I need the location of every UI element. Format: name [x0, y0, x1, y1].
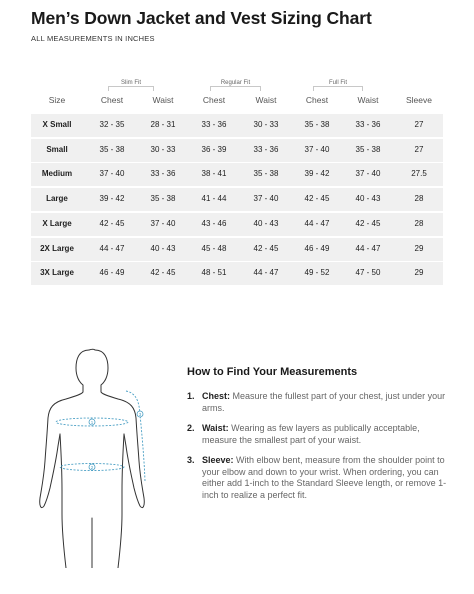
step-number: 1.: [187, 391, 195, 401]
page-title: Men’s Down Jacket and Vest Sizing Chart: [31, 8, 372, 28]
measurement-units-note: ALL MEASUREMENTS IN INCHES: [31, 34, 155, 43]
cell-slim-waist: 37 - 40: [150, 218, 176, 228]
column-header-slim-waist: Waist: [152, 95, 174, 105]
cell-full-chest: 49 - 52: [304, 268, 330, 278]
table-row: [31, 139, 443, 162]
fit-group-regular: [210, 80, 261, 92]
table-row: [31, 238, 443, 261]
step-text: With elbow bent, measure from the shoulder point to your elbow and down to your wrist. When ordering, you can either add 1-inch to the Standard Sleeve length, or remove 1-inch to realize a perfect fit.: [202, 455, 447, 500]
step-term: Waist:: [202, 423, 229, 433]
cell-size: 3X Large: [40, 268, 74, 278]
cell-regular-chest: 33 - 36: [201, 120, 227, 129]
cell-regular-waist: 44 - 47: [253, 268, 279, 278]
cell-full-chest: 46 - 49: [304, 243, 330, 253]
cell-regular-chest: 43 - 46: [201, 218, 227, 228]
cell-full-waist: 33 - 36: [355, 120, 381, 129]
cell-full-waist: 42 - 45: [355, 218, 381, 228]
table-row: [31, 188, 443, 211]
cell-sleeve: 27: [414, 144, 424, 154]
body-measurement-figure: [36, 346, 156, 568]
cell-full-waist: 47 - 50: [355, 268, 381, 278]
step-chest: [187, 391, 449, 414]
fit-group-full: [313, 80, 363, 92]
column-header-sleeve: Sleeve: [406, 95, 432, 105]
cell-slim-waist: 35 - 38: [150, 194, 176, 204]
cell-sleeve: 27: [414, 120, 424, 129]
cell-sleeve: 27.5: [411, 169, 427, 179]
chest-marker: 1: [90, 420, 94, 425]
cell-size: Medium: [41, 169, 73, 179]
cell-slim-waist: 42 - 45: [150, 268, 176, 278]
cell-full-chest: 35 - 38: [304, 120, 330, 129]
cell-full-waist: 35 - 38: [355, 144, 381, 154]
cell-regular-waist: 37 - 40: [253, 194, 279, 204]
cell-slim-chest: 37 - 40: [99, 169, 125, 179]
cell-slim-chest: 39 - 42: [99, 194, 125, 204]
cell-size: Large: [46, 194, 68, 204]
cell-size: Small: [46, 144, 68, 154]
step-text: Measure the fullest part of your chest, just under your arms.: [202, 391, 446, 413]
cell-regular-chest: 36 - 39: [201, 144, 227, 154]
cell-regular-chest: 48 - 51: [201, 268, 227, 278]
cell-slim-chest: 44 - 47: [99, 243, 125, 253]
cell-slim-chest: 42 - 45: [99, 218, 125, 228]
column-header-size: Size: [48, 95, 66, 105]
cell-regular-chest: 38 - 41: [201, 169, 227, 179]
step-waist: [187, 423, 449, 446]
fit-group-label: Slim Fit: [118, 80, 144, 86]
step-text: Wearing as few layers as publically acceptable, measure the smallest part of your waist.: [202, 423, 420, 445]
cell-slim-waist: 40 - 43: [150, 243, 176, 253]
column-header-regular-waist: Waist: [255, 95, 277, 105]
column-header-full-waist: Waist: [357, 95, 379, 105]
cell-full-chest: 42 - 45: [304, 194, 330, 204]
table-row: [31, 213, 443, 236]
cell-full-waist: 40 - 43: [355, 194, 381, 204]
column-header-regular-chest: Chest: [202, 95, 226, 105]
step-term: Chest:: [202, 391, 231, 401]
cell-slim-chest: 32 - 35: [99, 120, 125, 129]
cell-slim-waist: 33 - 36: [150, 169, 176, 179]
measurement-steps: [187, 391, 449, 510]
cell-regular-waist: 30 - 33: [253, 120, 279, 129]
step-term: Sleeve:: [202, 455, 234, 465]
step-number: 2.: [187, 423, 195, 433]
column-header-full-chest: Chest: [305, 95, 329, 105]
cell-sleeve: 29: [414, 268, 424, 278]
table-header: [31, 95, 443, 111]
fit-group-label: Full Fit: [326, 80, 350, 86]
cell-regular-waist: 42 - 45: [253, 243, 279, 253]
cell-regular-chest: 45 - 48: [201, 243, 227, 253]
cell-sleeve: 28: [414, 218, 424, 228]
column-header-slim-chest: Chest: [100, 95, 124, 105]
measurement-markers: [89, 411, 143, 470]
body-outline: [40, 349, 145, 568]
sleeve-marker: 3: [138, 412, 142, 417]
measurement-lines: [56, 391, 145, 481]
cell-regular-waist: 35 - 38: [253, 169, 279, 179]
cell-full-waist: 44 - 47: [355, 243, 381, 253]
cell-size: X Large: [42, 218, 72, 228]
cell-size: 2X Large: [40, 243, 74, 253]
table-row: [31, 114, 443, 137]
fit-group-slim: [108, 80, 154, 92]
cell-regular-waist: 40 - 43: [253, 218, 279, 228]
cell-full-chest: 44 - 47: [304, 218, 330, 228]
waist-marker: 2: [90, 465, 94, 470]
cell-regular-waist: 33 - 36: [253, 144, 279, 154]
cell-sleeve: 29: [414, 243, 424, 253]
cell-full-waist: 37 - 40: [355, 169, 381, 179]
fit-group-label: Regular Fit: [218, 80, 253, 86]
cell-slim-chest: 46 - 49: [99, 268, 125, 278]
cell-full-chest: 39 - 42: [304, 169, 330, 179]
cell-sleeve: 28: [414, 194, 424, 204]
cell-slim-waist: 28 - 31: [150, 120, 176, 129]
howto-title: How to Find Your Measurements: [187, 366, 358, 378]
table-row: [31, 262, 443, 285]
cell-slim-waist: 30 - 33: [150, 144, 176, 154]
step-number: 3.: [187, 455, 195, 465]
cell-regular-chest: 41 - 44: [201, 194, 227, 204]
step-sleeve: [187, 455, 449, 501]
table-row: [31, 163, 443, 186]
sleeve-measure-line: [126, 391, 145, 481]
cell-full-chest: 37 - 40: [304, 144, 330, 154]
cell-size: X Small: [42, 120, 72, 129]
cell-slim-chest: 35 - 38: [99, 144, 125, 154]
